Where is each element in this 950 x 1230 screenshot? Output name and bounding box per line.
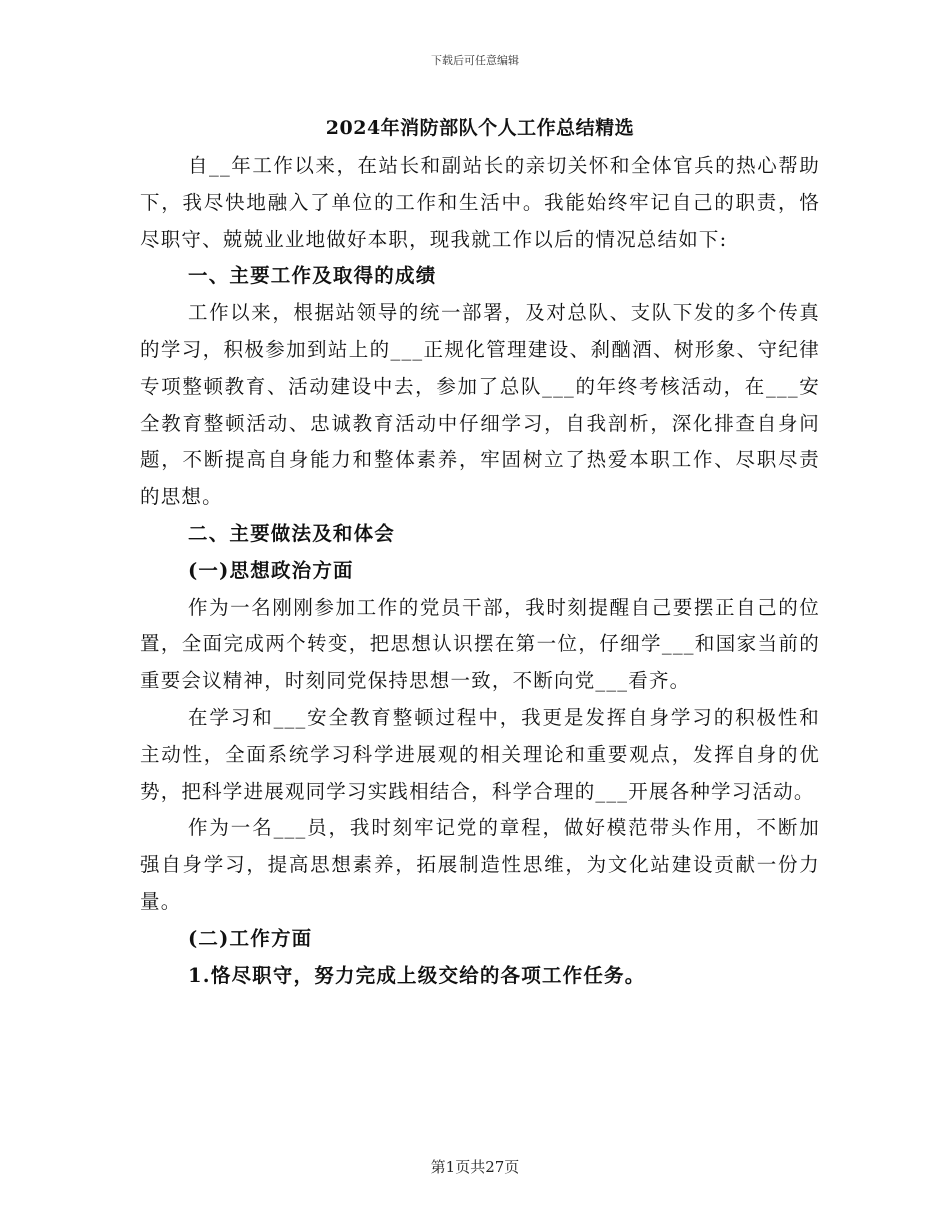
section-heading-1: 一、主要工作及取得的成绩 bbox=[188, 264, 437, 288]
paragraph-political-2: 在学习和___安全教育整顿过程中，我更是发挥自身学习的积极性和主动性，全面系统学习科学进展观的相关理论和重要观点，发挥自身的优势，把科学进展观同学习实践相结合，科学合理的___开展各种学习活动。 bbox=[140, 705, 820, 803]
numbered-item-1: 1.恪尽职守，努力完成上级交给的各项工作任务。 bbox=[188, 963, 646, 987]
page-number: 第1页共27页 bbox=[430, 1158, 520, 1176]
subsection-heading-work: (二)工作方面 bbox=[188, 926, 313, 950]
paragraph-political-3: 作为一名___员，我时刻牢记党的章程，做好模范带头作用，不断加强自身学习，提高思想素养，拓展制造性思维，为文化站建设贡献一份力量。 bbox=[140, 816, 820, 913]
paragraph-political-1: 作为一名刚刚参加工作的党员干部，我时刻提醒自己要摆正自己的位置，全面完成两个转变，把思想认识摆在第一位，仔细学___和国家当前的重要会议精神，时刻同党保持思想一致，不断向党___看齐。 bbox=[140, 595, 820, 693]
document-title: 2024年消防部队个人工作总结精选 bbox=[325, 117, 635, 139]
paragraph-main-work: 工作以来，根据站领导的统一部署，及对总队、支队下发的多个传真的学习，积极参加到站上的___正规化管理建设、刹酗酒、树形象、守纪律专项整顿教育、活动建设中去，参加了总队___的年终考核活动，在___安全教育整顿活动、忠诚教育活动中仔细学习，自我剖析，深化排查自身问题，不断提高自身能力和整体素养，牢固树立了热爱本职工作、尽职尽责的思想。 bbox=[140, 301, 820, 509]
subsection-heading-political: (一)思想政治方面 bbox=[188, 558, 354, 582]
document-body bbox=[140, 114, 820, 994]
section-heading-2: 二、主要做法及和体会 bbox=[188, 521, 396, 545]
paragraph-intro: 自__年工作以来，在站长和副站长的亲切关怀和全体官兵的热心帮助下，我尽快地融入了单位的工作和生活中。我能始终牢记自己的职责，恪尽职守、兢兢业业地做好本职，现我就工作以后的情况总结如下: bbox=[140, 154, 820, 251]
page-header-note: 下载后可任意编辑 bbox=[431, 54, 519, 67]
